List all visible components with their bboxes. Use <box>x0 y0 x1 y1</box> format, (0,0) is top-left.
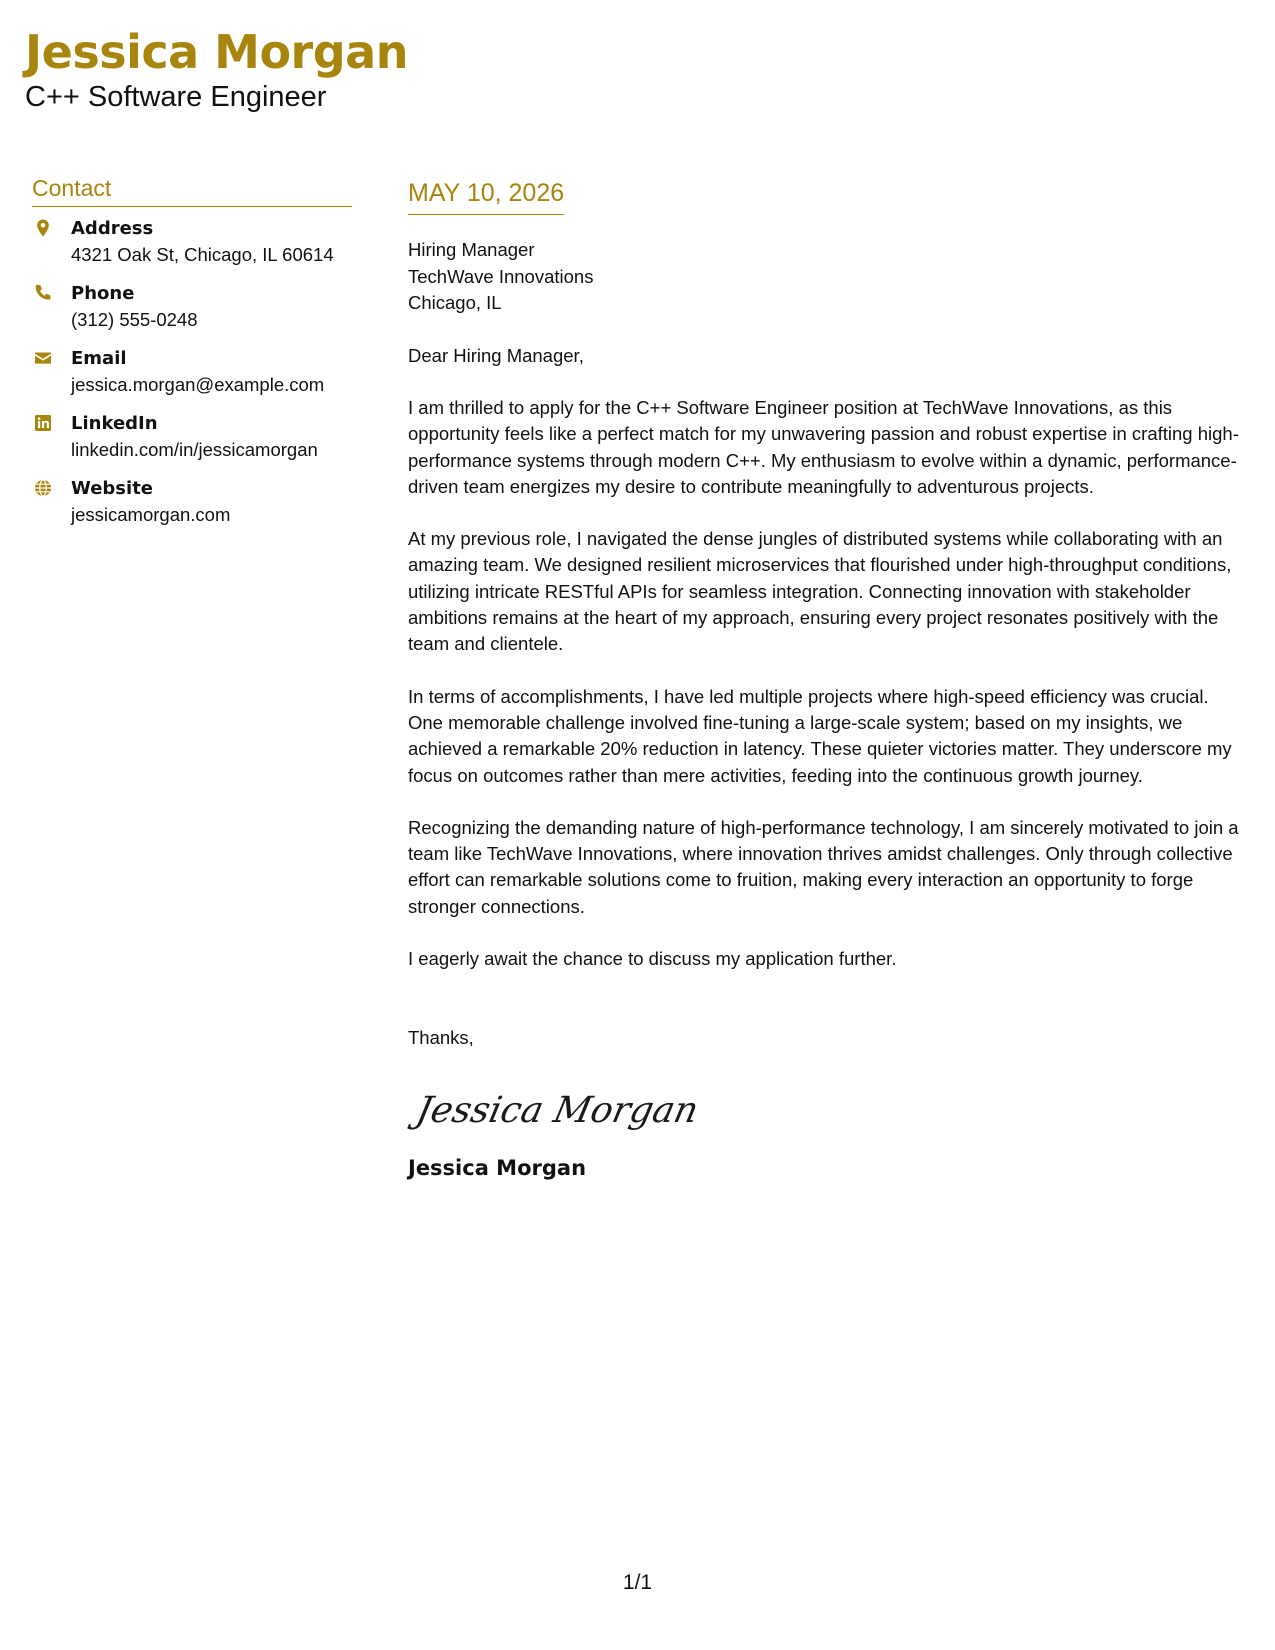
phone-icon <box>34 284 52 302</box>
contact-item-address <box>32 216 352 267</box>
contact-heading: Contact <box>32 174 352 207</box>
linkedin-icon <box>34 414 52 432</box>
address-value: 4321 Oak St, Chicago, IL 60614 <box>71 244 334 265</box>
svg-text:Jessica Morgan: Jessica Morgan <box>412 1088 703 1131</box>
recipient-line: TechWave Innovations <box>408 265 594 287</box>
linkedin-label: LinkedIn <box>71 413 158 434</box>
letter-date: MAY 10, 2026 <box>408 178 564 215</box>
letter-paragraph: Recognizing the demanding nature of high-performance technology, I am sincerely motivated to join a team like TechWave Innovations, where innovation thrives amidst challenges. Only through collective effort can remarkable solutions come to fruition, making every interaction an opportunity to forge stronger connections. <box>408 816 1239 917</box>
handwritten-signature <box>412 1078 703 1140</box>
letter-body <box>408 178 1243 1182</box>
email-value[interactable]: jessica.morgan@example.com <box>71 374 325 395</box>
phone-value: (312) 555-0248 <box>71 309 198 330</box>
linkedin-value[interactable]: linkedin.com/in/jessicamorgan <box>71 439 318 460</box>
letter-paragraph: In terms of accomplishments, I have led multiple projects where high-speed efficiency was crucial. One memorable challenge involved fine-tuning a large-scale system; based on my insights, we achieved a remarkable 20% reduction in latency. These quieter victories matter. They underscore my focus on outcomes rather than mere activities, feeding into the continuous growth journey. <box>408 685 1232 786</box>
closing: Thanks, <box>408 1027 474 1049</box>
signer-name: Jessica Morgan <box>408 1155 587 1180</box>
website-label: Website <box>71 478 154 499</box>
header <box>25 24 408 114</box>
email-label: Email <box>71 348 127 369</box>
recipient-block <box>408 237 1243 317</box>
contact-sidebar <box>32 174 352 541</box>
contact-item-email <box>32 346 352 397</box>
address-label: Address <box>71 218 154 239</box>
salutation: Dear Hiring Manager, <box>408 344 584 366</box>
contact-item-website <box>32 476 352 527</box>
job-title: C++ Software Engineer <box>25 81 327 113</box>
letter-paragraph: I eagerly await the chance to discuss my application further. <box>408 948 897 970</box>
applicant-name: Jessica Morgan <box>25 25 408 79</box>
letter-paragraph: I am thrilled to apply for the C++ Software Engineer position at TechWave Innovations, as this opportunity feels like a perfect match for my unwavering passion and robust expertise in crafting high-performance systems through modern C++. My enthusiasm to evolve within a dynamic, performance-driven team energizes my desire to contribute meaningfully to adventurous projects. <box>408 397 1239 497</box>
contact-item-phone <box>32 281 352 332</box>
map-pin-icon <box>34 219 52 237</box>
contact-item-linkedin <box>32 411 352 462</box>
website-value[interactable]: jessicamorgan.com <box>71 504 231 525</box>
recipient-line: Hiring Manager <box>408 239 535 260</box>
globe-icon <box>34 479 52 497</box>
page-number: 1/1 <box>622 1571 653 1594</box>
envelope-icon <box>34 349 52 367</box>
letter-paragraph: At my previous role, I navigated the dense jungles of distributed systems while collaborating with an amazing team. We designed resilient microservices that flourished under high-throughput conditions, utilizing intricate RESTful APIs for seamless integration. Connecting innovation with stakeholder ambitions remains at the heart of my approach, ensuring every project resonates positively with the team and clientele. <box>408 528 1232 655</box>
phone-label: Phone <box>71 283 135 304</box>
recipient-line: Chicago, IL <box>408 292 502 313</box>
